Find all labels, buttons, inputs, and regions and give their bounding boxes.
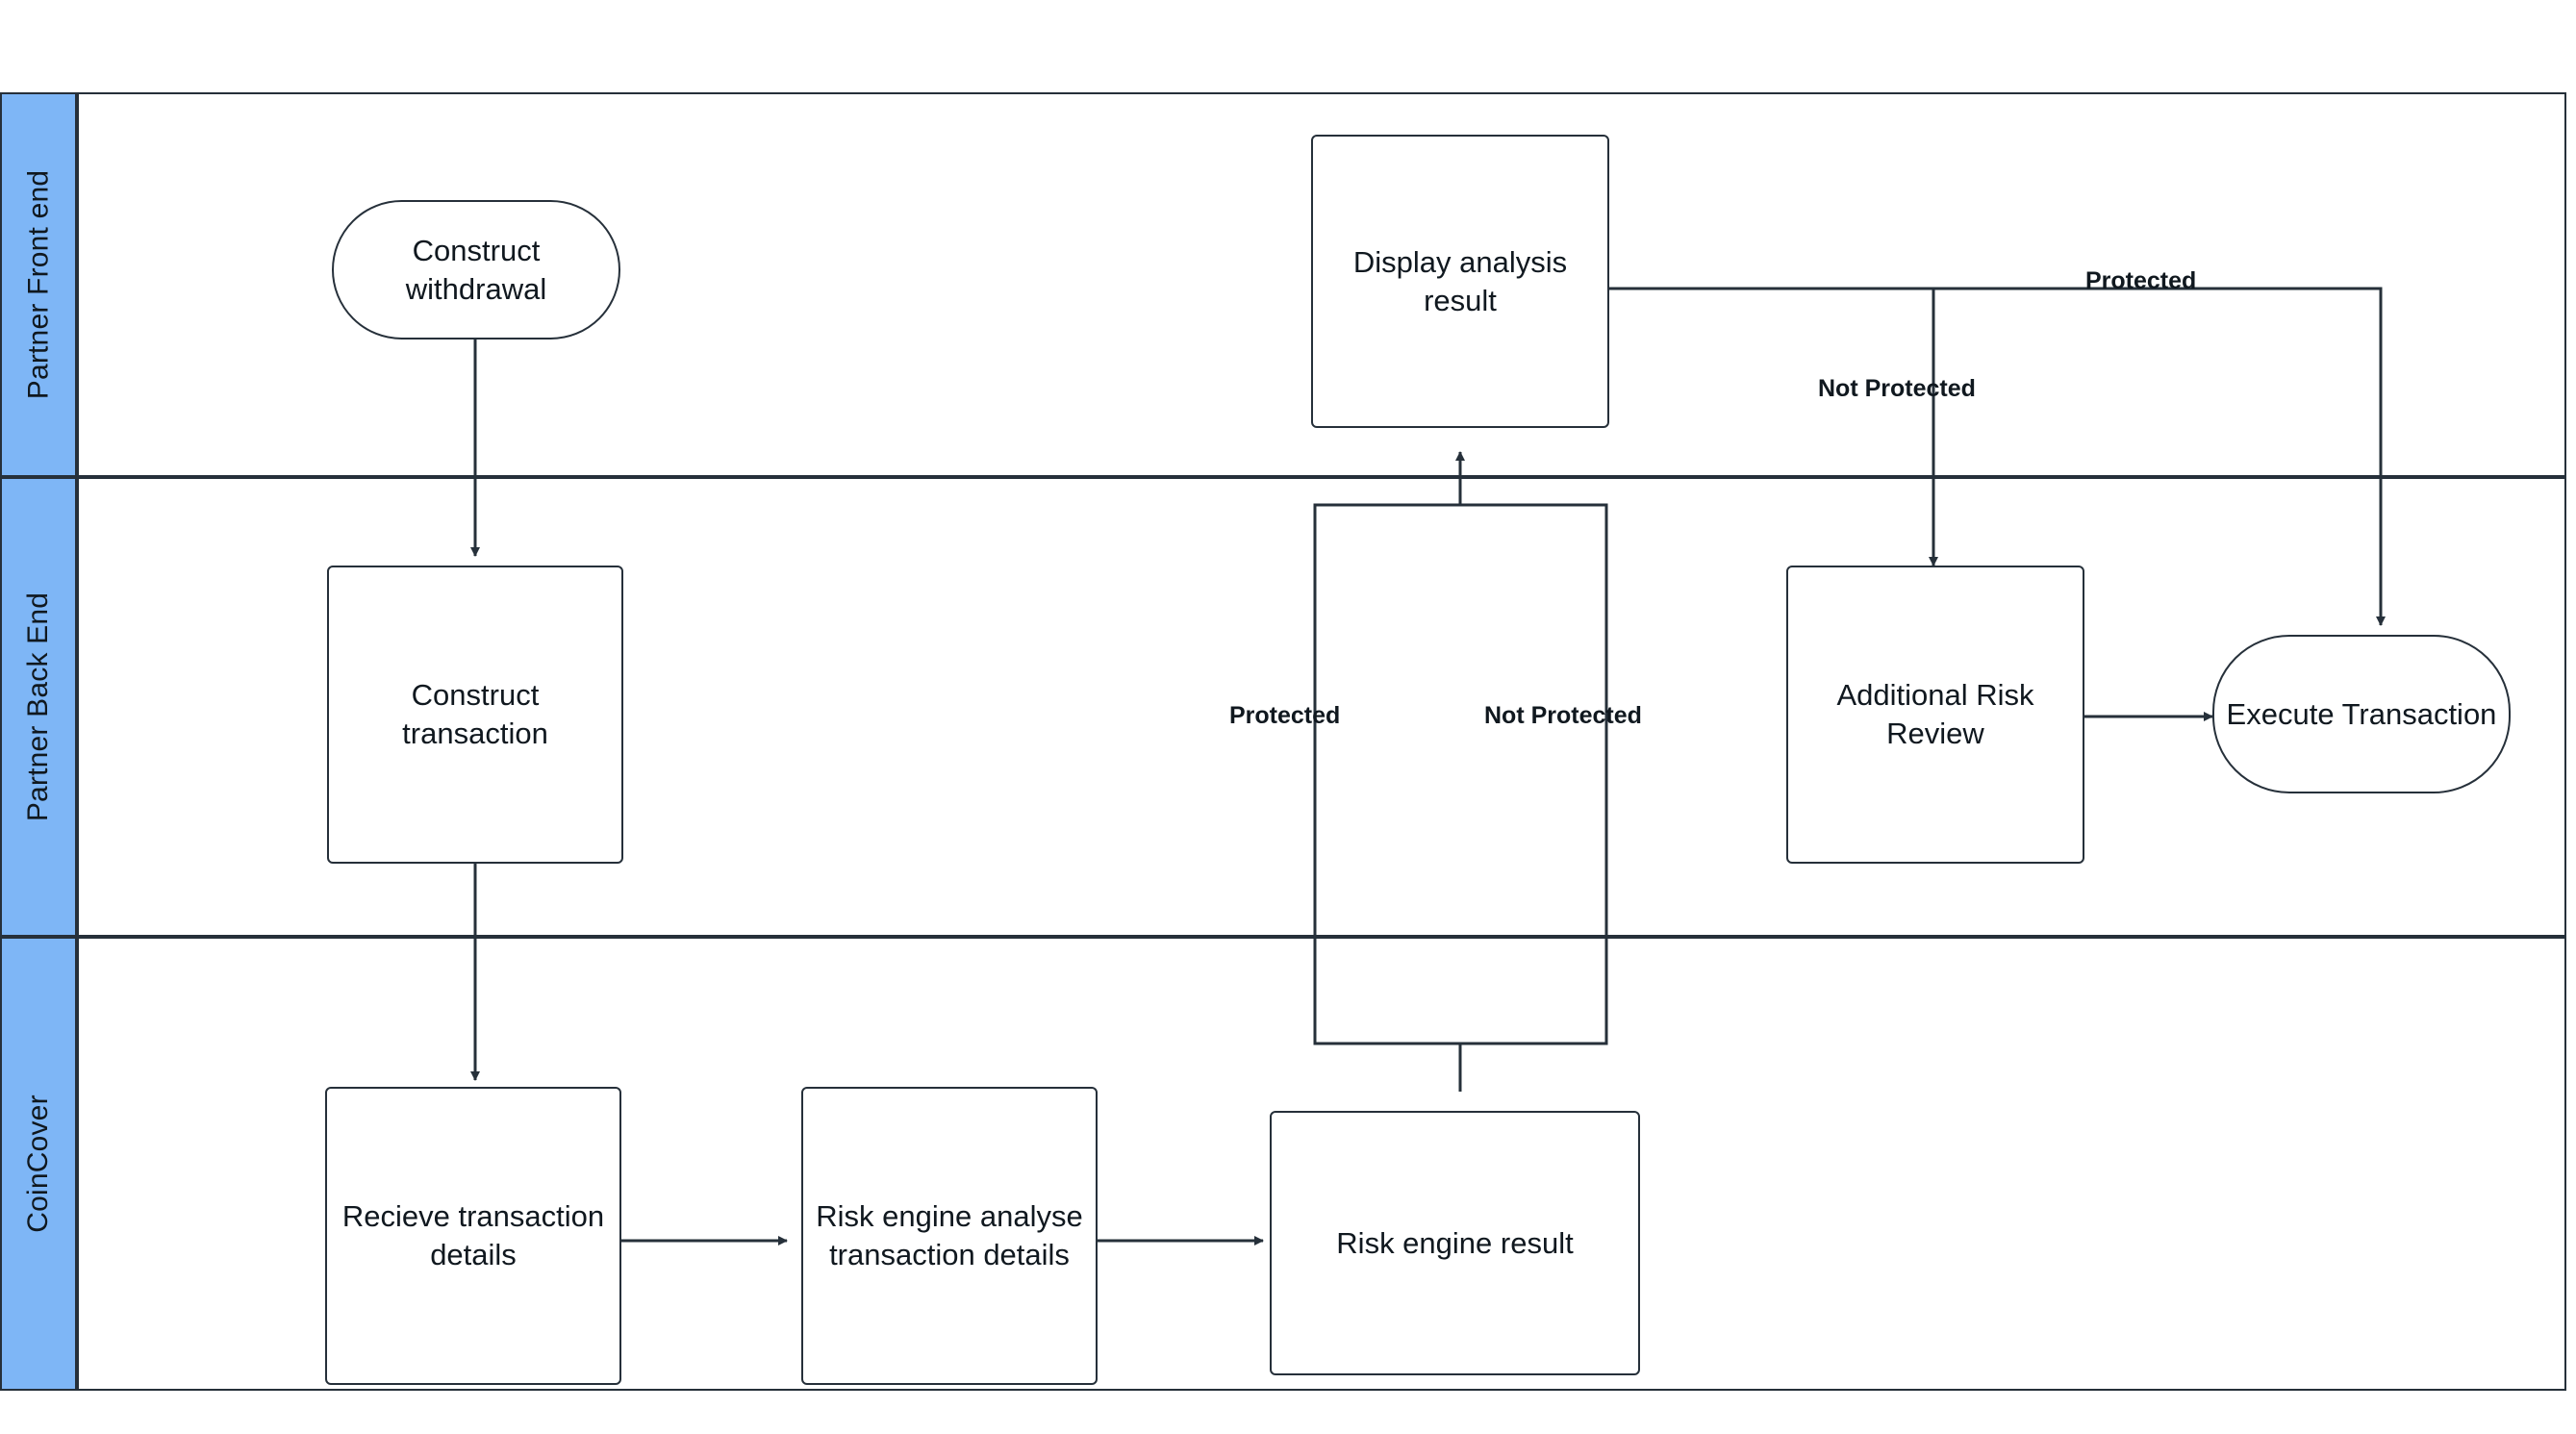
node-risk-engine-analyse-transaction-details-label: Risk engine analyse transaction details [816,1199,1083,1271]
node-recieve-transaction-details[interactable] [325,1087,621,1385]
lane-header-partner-back-end-label: Partner Back End [22,591,55,822]
node-risk-engine-result-label: Risk engine result [1336,1225,1574,1260]
node-recieve-transaction-details-label: Recieve transaction details [341,1199,605,1271]
node-display-analysis-result[interactable] [1311,135,1609,428]
node-risk-engine-analyse-transaction-details[interactable] [801,1087,1098,1385]
lane-header-partner-front-end-label: Partner Front end [22,169,54,400]
node-additional-risk-review[interactable] [1786,566,2084,864]
node-execute-transaction-label: Execute Transaction [2226,696,2497,731]
node-construct-transaction-label: Construct transaction [402,678,548,750]
edge-label-not-protected-lower: Not Protected [1484,702,1642,729]
node-construct-withdrawal-label: Construct withdrawal [405,233,547,306]
node-risk-engine-result[interactable] [1270,1111,1640,1375]
lane-header-coincover [0,937,77,1391]
lane-header-partner-back-end [0,477,77,937]
edge-label-protected-upper: Protected [2085,267,2197,294]
edge-label-not-protected-upper: Not Protected [1818,375,1976,402]
lane-header-partner-front-end [0,92,77,477]
edge-label-protected-lower: Protected [1229,702,1341,729]
node-construct-transaction[interactable] [327,566,623,864]
lane-header-coincover-label: CoinCover [22,1094,54,1233]
node-display-analysis-result-label: Display analysis result [1352,244,1568,317]
node-additional-risk-review-label: Additional Risk Review [1836,678,2034,750]
node-construct-withdrawal[interactable] [332,200,620,340]
node-execute-transaction[interactable] [2212,635,2511,793]
